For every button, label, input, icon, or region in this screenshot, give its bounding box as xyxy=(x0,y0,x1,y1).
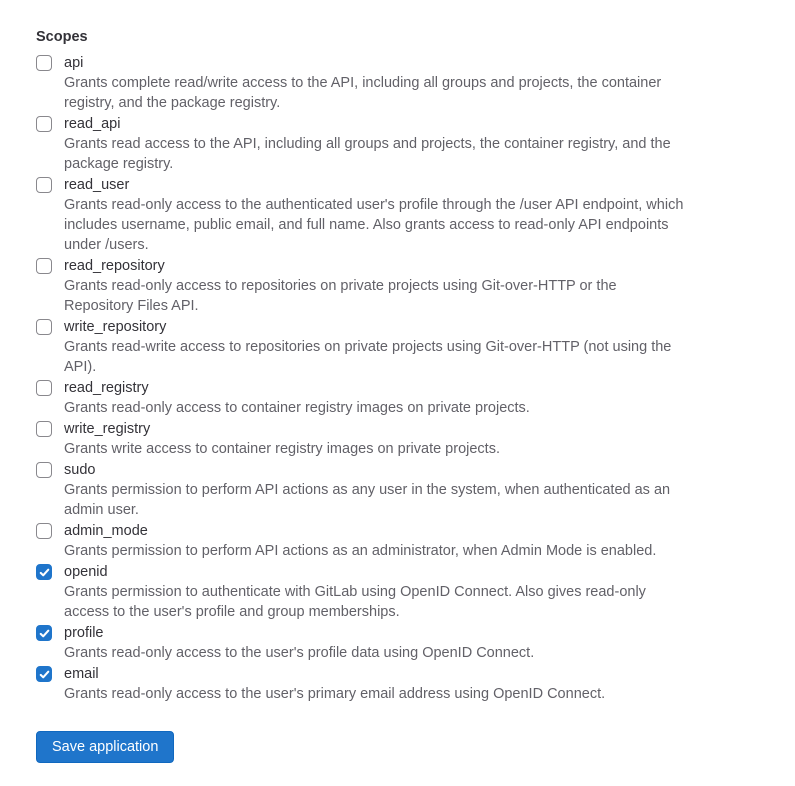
scope-text xyxy=(64,623,759,663)
scope-item-read_repository xyxy=(36,256,759,316)
scope-item-read_api xyxy=(36,114,759,174)
scope-description: Grants read-only access to the user's profile data using OpenID Connect. xyxy=(64,645,535,661)
scope-label[interactable]: read_repository xyxy=(64,258,165,274)
scope-checkbox-api[interactable] xyxy=(36,55,52,71)
scope-description: Grants permission to authenticate with GitLab using OpenID Connect. Also gives read-only access to the user's profile and group memberships. xyxy=(64,584,646,620)
scope-checkbox-email[interactable] xyxy=(36,666,52,682)
scope-description: Grants read-only access to the user's primary email address using OpenID Connect. xyxy=(64,686,606,702)
scope-label[interactable]: admin_mode xyxy=(64,523,148,539)
scope-label[interactable]: sudo xyxy=(64,462,96,478)
scope-label[interactable]: write_registry xyxy=(64,421,151,437)
scope-description: Grants read-write access to repositories on private projects using Git-over-HTTP (not using the API). xyxy=(64,339,672,375)
scope-item-openid xyxy=(36,562,759,622)
scope-label[interactable]: read_user xyxy=(64,177,130,193)
scope-description: Grants permission to perform API actions as any user in the system, when authenticated as an admin user. xyxy=(64,482,671,518)
scope-item-profile xyxy=(36,623,759,663)
scope-label[interactable]: read_api xyxy=(64,116,121,132)
scope-checkbox-profile[interactable] xyxy=(36,625,52,641)
scope-description: Grants read access to the API, including all groups and projects, the container registry, and the package registry. xyxy=(64,136,671,172)
scope-item-write_repository xyxy=(36,317,759,377)
scope-text xyxy=(64,460,759,520)
save-application-button[interactable]: Save application xyxy=(36,731,174,763)
scope-item-sudo xyxy=(36,460,759,520)
scope-text xyxy=(64,114,759,174)
check-icon xyxy=(39,628,50,639)
scope-checkbox-write_registry[interactable] xyxy=(36,421,52,437)
scope-item-email xyxy=(36,664,759,704)
check-icon xyxy=(39,669,50,680)
scope-description: Grants read-only access to the authenticated user's profile through the /user API endpoint, which includes username, public email, and full name. Also grants access to read-only API endpoints under /users. xyxy=(64,197,684,253)
check-icon xyxy=(39,567,50,578)
scope-checkbox-read_registry[interactable] xyxy=(36,380,52,396)
scope-label[interactable]: email xyxy=(64,666,99,682)
scope-label[interactable]: write_repository xyxy=(64,319,167,335)
scopes-heading: Scopes xyxy=(36,29,88,45)
scope-text xyxy=(64,317,759,377)
scope-checkbox-read_user[interactable] xyxy=(36,177,52,193)
scope-description: Grants read-only access to repositories on private projects using Git-over-HTTP or the Repository Files API. xyxy=(64,278,617,314)
scope-label[interactable]: openid xyxy=(64,564,108,580)
scope-label[interactable]: api xyxy=(64,55,84,71)
scope-text xyxy=(64,419,759,459)
scope-description: Grants permission to perform API actions as an administrator, when Admin Mode is enabled. xyxy=(64,543,657,559)
scope-text xyxy=(64,562,759,622)
scope-description: Grants read-only access to container registry images on private projects. xyxy=(64,400,530,416)
scope-checkbox-read_api[interactable] xyxy=(36,116,52,132)
scope-checkbox-sudo[interactable] xyxy=(36,462,52,478)
scope-text xyxy=(64,53,759,113)
scope-item-api xyxy=(36,53,759,113)
scope-checkbox-admin_mode[interactable] xyxy=(36,523,52,539)
scope-description: Grants write access to container registry images on private projects. xyxy=(64,441,500,457)
scope-checkbox-openid[interactable] xyxy=(36,564,52,580)
scope-text xyxy=(64,521,759,561)
scope-item-admin_mode xyxy=(36,521,759,561)
scope-label[interactable]: profile xyxy=(64,625,104,641)
scope-text xyxy=(64,664,759,704)
scope-text xyxy=(64,378,759,418)
scope-label[interactable]: read_registry xyxy=(64,380,149,396)
scope-item-read_registry xyxy=(36,378,759,418)
scope-item-read_user xyxy=(36,175,759,255)
scopes-list xyxy=(36,53,759,704)
scope-item-write_registry xyxy=(36,419,759,459)
scope-checkbox-read_repository[interactable] xyxy=(36,258,52,274)
scope-text xyxy=(64,175,759,255)
scope-description: Grants complete read/write access to the API, including all groups and projects, the container registry, and the package registry. xyxy=(64,75,662,111)
scope-checkbox-write_repository[interactable] xyxy=(36,319,52,335)
scope-text xyxy=(64,256,759,316)
